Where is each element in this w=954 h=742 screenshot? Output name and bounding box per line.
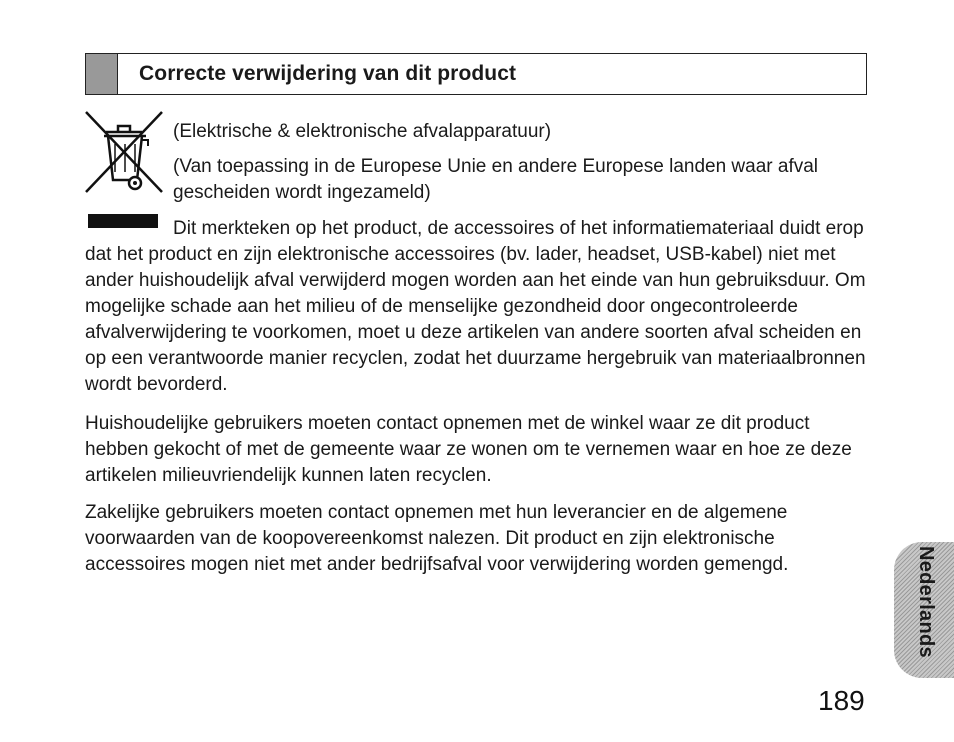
intro-category: (Elektrische & elektronische afvalapparatuur) xyxy=(173,121,552,142)
header-tab-marker xyxy=(86,54,118,94)
language-label: Nederlands xyxy=(915,546,937,658)
section-header xyxy=(85,53,867,95)
language-tab xyxy=(894,542,954,678)
household-users-paragraph: Huishoudelijke gebruikers moeten contact opnemen met de winkel waar ze dit product hebben gekocht of met de gemeente waar ze wonen om te vernemen waar en hoe ze deze artikelen milieuvriendelijk kunnen laten recyclen. xyxy=(85,413,852,486)
intro-scope: (Van toepassing in de Europese Unie en andere Europese landen waar afval gescheiden wordt ingezameld) xyxy=(173,156,819,203)
business-users-paragraph: Zakelijke gebruikers moeten contact opnemen met hun leverancier en de algemene voorwaarden van de koopovereenkomst nalezen. Dit product en zijn elektronische accessoires mogen niet met ander bedrijfsafval voor verwijdering worden gemengd. xyxy=(85,502,789,575)
disposal-paragraph: Dit merkteken op het product, de accessoires of het informatiemateriaal duidt erop dat het product en zijn elektronische accessoires (bv. lader, headset, USB-kabel) niet met ander huishoudelijk afval verwijderd mogen worden aan het einde van hun gebruiksduur. Om mogelijke schade aan het milieu of de menselijke gezondheid door ongecontroleerde afvalverwijdering te voorkomen, moet u deze artikelen van andere soorten afval scheiden en op een verantwoorde manier recyclen, zodat het duurzame hergebruik van materiaalbronnen wordt bevorderd. xyxy=(85,218,866,395)
section-title: Correcte verwijdering van dit product xyxy=(139,62,517,85)
crossed-out-wheelie-bin-icon xyxy=(84,110,164,232)
page-number: 189 xyxy=(818,685,865,716)
